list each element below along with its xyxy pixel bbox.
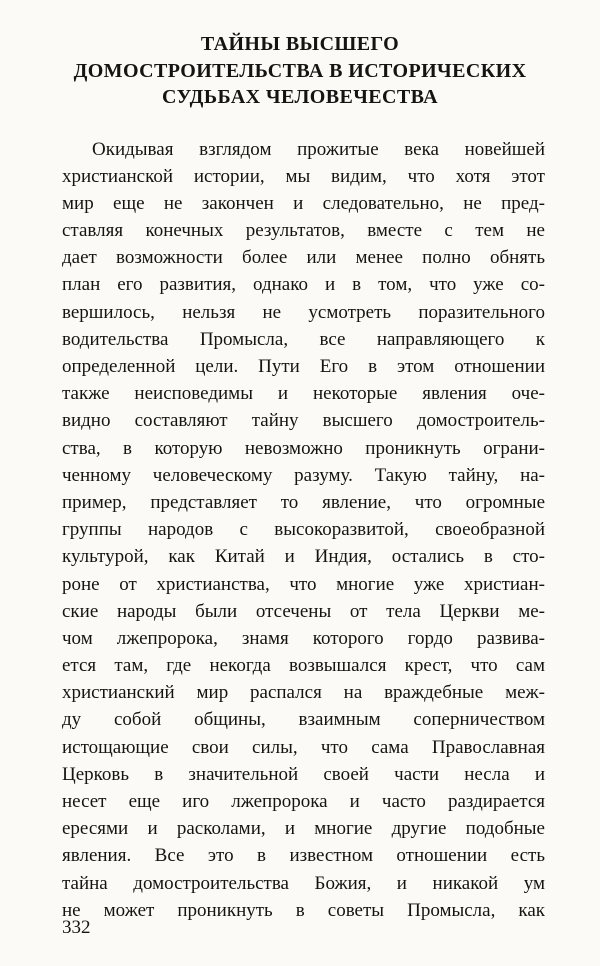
- text-line: несет еще иго лжепророка и часто раздирается: [62, 791, 545, 812]
- text-line: Окидывая взглядом прожитые века новейшей: [92, 138, 545, 160]
- chapter-title-line: СУДЬБАХ ЧЕЛОВЕЧЕСТВА: [162, 86, 438, 108]
- text-line: ства, в которую невозможно проникнуть ограни-: [62, 437, 545, 459]
- body-paragraph: [0, 136, 600, 924]
- text-line: ставляя конечных результатов, вместе с тем не: [62, 220, 545, 242]
- text-line: ется там, где некогда возвышался крест, что сам: [62, 655, 545, 677]
- text-line: ересями и расколами, и многие другие подобные: [62, 818, 545, 840]
- text-line: явления. Все это в известном отношении есть: [62, 845, 545, 867]
- text-line: тайна домостроительства Божия, и никакой ум: [62, 872, 545, 894]
- text-line: истощающие свои силы, что сама Православная: [62, 736, 545, 758]
- page-number: 332: [62, 917, 91, 938]
- text-line: также неисповедимы и некоторые явления оче-: [62, 383, 545, 405]
- chapter-title: [0, 31, 600, 111]
- text-line: христианский мир распался на враждебные меж-: [62, 682, 545, 704]
- text-line: дает возможности более или менее полно обнять: [62, 247, 545, 269]
- chapter-title-line: ТАЙНЫ ВЫСШЕГО: [200, 33, 400, 55]
- text-line: христианской истории, мы видим, что хотя этот: [62, 165, 545, 187]
- text-line: роне от христианства, что многие уже христиан-: [62, 573, 545, 595]
- text-line: культурой, как Китай и Индия, остались в сто-: [62, 546, 545, 568]
- text-line: Церковь в значительной своей части несла и: [62, 763, 545, 785]
- text-line: план его развития, однако и в том, что уже со-: [62, 274, 545, 296]
- text-line: ду собой общины, взаимным соперничеством: [62, 709, 545, 731]
- text-line: вершилось, нельзя не усмотреть поразительного: [62, 301, 545, 323]
- text-line: ченному человеческому разуму. Такую тайну, на-: [62, 464, 545, 486]
- chapter-title-line: ДОМОСТРОИТЕЛЬСТВА В ИСТОРИЧЕСКИХ: [73, 59, 527, 82]
- text-line: видно составляют тайну высшего домостроитель-: [62, 410, 545, 432]
- text-line: чом лжепророка, знамя которого гордо развива-: [62, 627, 545, 649]
- text-line: ские народы были отсечены от тела Церкви ме-: [62, 600, 545, 622]
- text-line: водительства Промысла, все направляющего к: [62, 328, 545, 350]
- text-line: не может проникнуть в советы Промысла, как: [62, 899, 545, 921]
- text-line: пример, представляет то явление, что огромные: [62, 491, 545, 513]
- text-line: мир еще не закончен и следовательно, не пред-: [62, 192, 545, 214]
- text-line: группы народов с высокоразвитой, своеобразной: [62, 519, 545, 541]
- text-line: определенной цели. Пути Его в этом отношении: [62, 356, 545, 377]
